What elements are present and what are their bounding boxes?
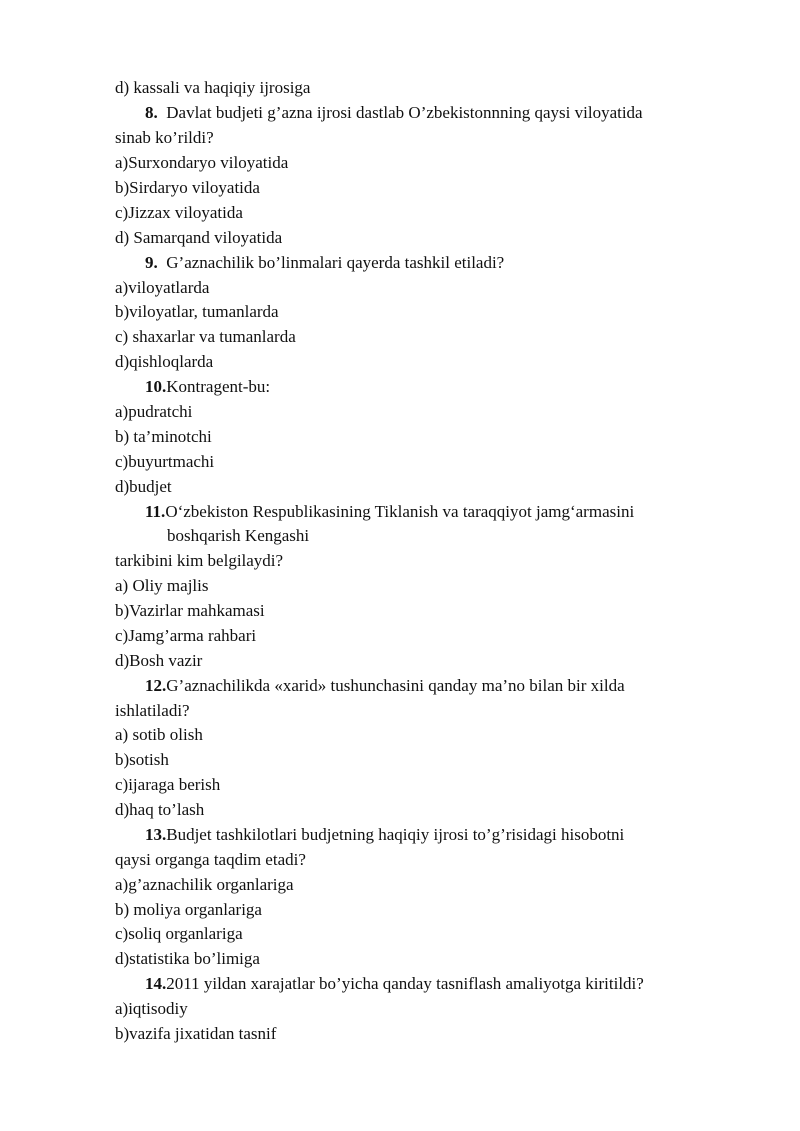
question-10 [145, 375, 270, 399]
option-line: d)haq to’lash [115, 800, 205, 819]
option-line: d)statistika bo’limiga [115, 949, 260, 968]
option-line: c)buyurtmachi [115, 452, 215, 471]
option-line: c)Jamg’arma rahbari [115, 626, 257, 645]
question-number: 13. [145, 825, 167, 844]
question-9 [145, 251, 504, 275]
option-line: d)qishloqlarda [115, 352, 214, 371]
question-text-continued: qaysi organga taqdim etadi? [115, 850, 306, 869]
question-text: G’aznachilikda «xarid» tushunchasini qanday ma’no bilan bir xilda [166, 676, 625, 695]
question-text: 2011 yildan xarajatlar bo’yicha qanday tasniflash amaliyotga kiritildi? [166, 974, 644, 993]
question-text: G’aznachilik bo’linmalari qayerda tashkil etiladi? [166, 253, 505, 272]
option-line: d) kassali va haqiqiy ijrosiga [115, 78, 311, 97]
question-number: 12. [145, 676, 167, 695]
question-13 [145, 823, 624, 847]
option-line: d)Bosh vazir [115, 651, 203, 670]
question-14 [145, 972, 644, 996]
question-text-continued: tarkibini kim belgilaydi? [115, 551, 284, 570]
question-text-continued: boshqarish Kengashi [167, 526, 310, 545]
option-line: c)ijaraga berish [115, 775, 221, 794]
question-11 [145, 500, 634, 524]
option-line: a) sotib olish [115, 725, 203, 744]
question-text-continued: ishlatiladi? [115, 701, 190, 720]
question-number: 14. [145, 974, 167, 993]
question-text-continued: sinab ko’rildi? [115, 128, 214, 147]
option-line: b)viloyatlar, tumanlarda [115, 302, 279, 321]
option-line: c) shaxarlar va tumanlarda [115, 327, 296, 346]
question-number: 9. [145, 253, 158, 272]
option-line: a)iqtisodiy [115, 999, 188, 1018]
option-line: a)pudratchi [115, 402, 193, 421]
question-number: 11. [145, 502, 166, 521]
option-line: b)vazifa jixatidan tasnif [115, 1024, 277, 1043]
option-line: b) moliya organlariga [115, 900, 262, 919]
option-line: d) Samarqand viloyatida [115, 228, 283, 247]
question-8 [145, 101, 643, 125]
option-line: c)Jizzax viloyatida [115, 203, 243, 222]
option-line: a)viloyatlarda [115, 278, 210, 297]
option-line: a)Surxondaryo viloyatida [115, 153, 289, 172]
option-line: a) Oliy majlis [115, 576, 209, 595]
option-line: b)Sirdaryo viloyatida [115, 178, 260, 197]
option-line: b)sotish [115, 750, 169, 769]
question-text: Budjet tashkilotlari budjetning haqiqiy ijrosi to’g’risidagi hisobotni [166, 825, 625, 844]
option-line: d)budjet [115, 477, 172, 496]
question-text: Davlat budjeti g’azna ijrosi dastlab O’zbekistonnning qaysi viloyatida [166, 103, 643, 122]
option-line: b) ta’minotchi [115, 427, 212, 446]
question-number: 10. [145, 377, 167, 396]
question-text: O‘zbekiston Respublikasining Tiklanish va taraqqiyot jamg‘armasini [165, 502, 635, 521]
question-text: Kontragent-bu: [166, 377, 271, 396]
question-12 [145, 674, 625, 698]
question-number: 8. [145, 103, 158, 122]
option-line: a)g’aznachilik organlariga [115, 875, 294, 894]
option-line: b)Vazirlar mahkamasi [115, 601, 265, 620]
option-line: c)soliq organlariga [115, 924, 243, 943]
